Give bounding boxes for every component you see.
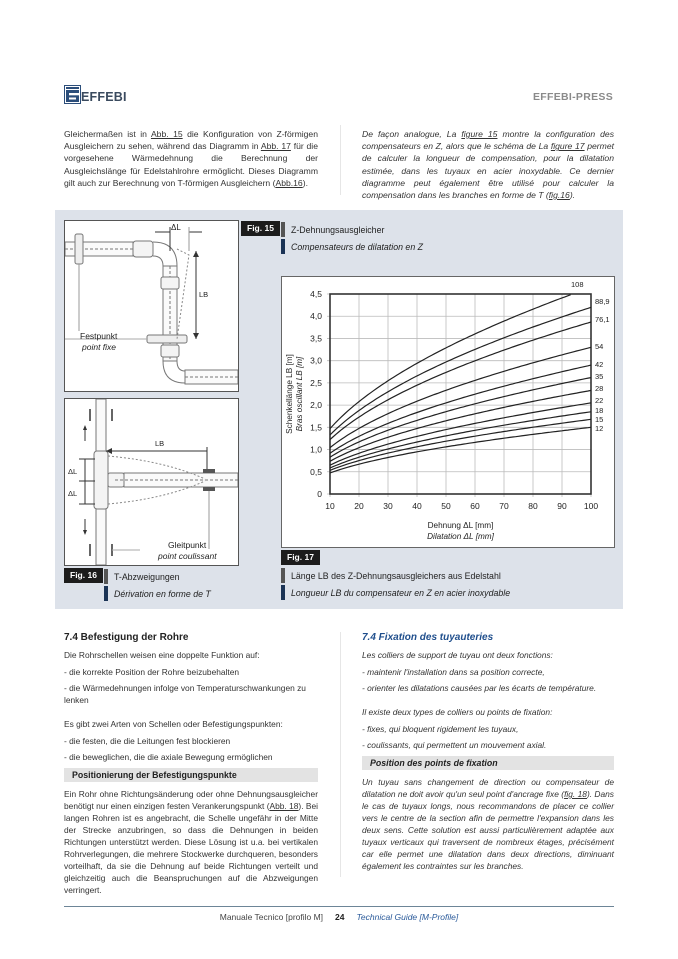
series-label: 15: [595, 415, 604, 424]
footer-left: Manuale Tecnico [profilo M]: [219, 912, 324, 922]
fig15-caption-de: Z-Dehnungsausgleicher: [291, 224, 385, 235]
x-tick-label: 80: [528, 501, 538, 511]
figure-link-fig15[interactable]: figure 15: [461, 129, 498, 139]
x-tick-label: 40: [412, 501, 422, 511]
publisher-label: EFFEBI-PRESS: [532, 91, 613, 103]
type-item: - die festen, die die Leitungen fest blockieren: [64, 736, 231, 746]
functions-intro-de: Die Rohrschellen weisen eine doppelte Funktion auf:: [64, 650, 260, 660]
y-tick-label: 0: [317, 489, 322, 499]
fig15-caption: [281, 221, 423, 255]
series-line-18: [330, 412, 591, 468]
fig15-caption-fr: Compensateurs de dilatation en Z: [291, 241, 424, 252]
series-label: 18: [595, 406, 604, 415]
series-label: 42: [595, 360, 604, 369]
sliding-point-label-de: Gleitpunkt: [168, 540, 207, 550]
fig16-caption: [104, 568, 211, 602]
caption-bar-fr: [104, 586, 108, 601]
text: Ein Rohr ohne Richtungsänderung oder ohne Dehnungsausgleicher benötigt nur einen einzigen festen Verankerungspunkt (: [64, 789, 318, 811]
x-tick-label: 100: [583, 501, 599, 511]
x-axis-title-fr: Dilatation ΔL [mm]: [427, 532, 494, 541]
series-line-108: [330, 295, 571, 429]
text: Gleichermaßen ist in: [64, 129, 151, 139]
fig17-tag: Fig. 17: [281, 550, 320, 565]
series-label: 12: [595, 424, 604, 433]
subhead-fr: Position des points de fixation: [362, 756, 614, 770]
caption-bar-de: [281, 222, 285, 237]
fig15-tag: Fig. 15: [241, 221, 280, 236]
function-item: - die korrekte Position der Rohre beizubehalten: [64, 667, 240, 677]
intro-paragraph-fr: [362, 128, 614, 201]
page-number: 24: [335, 912, 345, 922]
fig17-chart: [281, 276, 615, 548]
caption-bar-de: [104, 569, 108, 584]
subhead-de: Positionierung der Befestigungspunkte: [64, 768, 318, 782]
y-tick-label: 1,0: [310, 444, 322, 455]
text: für die vorgesehene Wärmedehnung die Berechnung der Ausgleichslänge für Edelstahlrohre ermöglicht. Dieses Diagramm gilt auch zur Berechnung von T-förmigen Ausgleichern (: [64, 141, 318, 188]
fig16-caption-fr: Dérivation en forme de T: [114, 588, 211, 599]
fig17-caption-de: Länge LB des Z-Dehnungsausgleichers aus Edelstahl: [291, 570, 501, 581]
z-compensator-diagram-icon: [65, 221, 238, 391]
text: ). Bei langen Rohren ist es angebracht, die Schelle ungefähr in der Mitte der Strecke anzubringen, so dass die Dehnungen in beiden Richtungen unterstützt werden. Diese Lösung ist u.a. bei vertikalen Rohrverlegungen, die mehrere Stockwerke durchqueren, besonders vorteilhaft, da sie die Dehnung auf beide Richtungen verteilt und gleichzeitig auch die Beanspruchungen auf die Abzweigungen verringert.: [64, 801, 318, 895]
t-branch-diagram-icon: [65, 399, 238, 565]
series-label: 76,1: [595, 315, 610, 324]
text: ). Dans le cas de tuyaux longs, nous recommandons de placer ce collier vers le centre de la section afin de permettre l'expansion dans les deux sens. Cette solution est aussi particulièrement adaptée aux tuyaux verticaux qui traversent de nombreux étages, précisément car elle permet une dilatation dans deux directions, diminuant également les contraintes sur les branches.: [362, 789, 614, 871]
fig17-caption: [281, 567, 510, 601]
fig16-caption-de: T-Abzweigungen: [114, 571, 180, 582]
y-tick-label: 2,0: [310, 400, 322, 411]
fig16-drawing: [64, 398, 239, 566]
figure-link-fig17[interactable]: figure 17: [550, 141, 585, 152]
function-item: - die Wärmedehnungen infolge von Temperaturschwankungen zu lenken: [64, 683, 306, 705]
delta-l-label-bottom: ΔL: [68, 489, 78, 498]
figure-link-abb15[interactable]: Abb. 15: [150, 129, 183, 139]
x-tick-label: 50: [441, 501, 451, 511]
expansion-length-chart: [282, 277, 614, 547]
logo-text: EFFEBI: [81, 90, 127, 104]
figure-link-abb17[interactable]: Abb. 17: [260, 141, 291, 152]
types-intro-fr: Il existe deux types de colliers ou points de fixation:: [362, 707, 553, 717]
series-label: 88,9: [595, 297, 610, 306]
text: die Konfiguration von Z-förmigen Ausgleichern zu sehen, während das Diagramm in: [64, 129, 318, 152]
figure-link-fig18[interactable]: fig. 18: [564, 789, 587, 799]
text: montre la configuration des compensateurs en Z, alors que le schéma de La: [362, 129, 614, 152]
y-axis-title-de: Schenkellänge LB [m]: [285, 354, 294, 434]
section-title-de: 7.4 Befestigung der Rohre: [64, 632, 189, 643]
series-label: 108: [571, 280, 584, 289]
x-tick-label: 30: [383, 501, 393, 511]
effebi-logo-mark-icon: [64, 85, 81, 104]
x-tick-label: 10: [325, 501, 335, 511]
fig16-tag: Fig. 16: [64, 568, 103, 583]
figure-link-abb18[interactable]: Abb. 18: [269, 801, 299, 811]
series-line-76,1: [330, 322, 591, 440]
footer-right: Technical Guide [M-Profile]: [356, 912, 459, 922]
x-axis-title-de: Dehnung ΔL [mm]: [427, 521, 494, 530]
lb-label: LB: [155, 439, 165, 448]
series-label: 35: [595, 372, 604, 381]
column-divider: [340, 125, 341, 195]
function-item: - orienter les dilatations causées par les écarts de température.: [362, 683, 597, 693]
delta-l-label: ΔL: [171, 223, 181, 232]
y-tick-label: 2,5: [310, 377, 322, 388]
text: Un tuyau sans changement de direction ou compensateur de dilatation ne doit avoir qu'un seul point d'ancrage fixe (: [362, 777, 614, 799]
caption-bar-fr: [281, 585, 285, 600]
fig17-caption-fr: Longueur LB du compensateur en Z en acier inoxydable: [291, 587, 511, 598]
y-tick-label: 3,0: [310, 355, 322, 366]
footer-divider: [64, 906, 614, 907]
fixed-point-label-fr: point fixe: [82, 342, 117, 352]
footer: [0, 912, 678, 922]
y-tick-label: 1,5: [310, 422, 322, 433]
series-label: 22: [595, 396, 604, 405]
y-tick-label: 4,0: [310, 311, 322, 322]
text: permet de calculer la longueur de compensation, pour la dilatation estimée, dans les tuyaux en acier inoxydable. Ce dernier diagramme peut également être utilisé pour calculer la compensation dans les branches en forme de T (: [362, 141, 614, 201]
figure-link-fig16[interactable]: fig.16: [548, 190, 570, 201]
type-item: - die beweglichen, die die axiale Bewegung ermöglichen: [64, 752, 273, 762]
x-tick-label: 60: [470, 501, 480, 511]
type-item: - fixes, qui bloquent rigidement les tuyaux,: [362, 724, 519, 734]
y-tick-label: 3,5: [310, 333, 322, 344]
type-item: - coulissants, qui permettent un mouvement axial.: [362, 740, 547, 750]
y-tick-label: 0,5: [310, 466, 322, 477]
fixed-point-label-de: Festpunkt: [80, 331, 118, 341]
figure-link-abb16[interactable]: Abb.16: [275, 177, 303, 188]
functions-intro-fr: Les colliers de support de tuyau ont deux fonctions:: [362, 650, 553, 660]
x-tick-label: 90: [557, 501, 567, 511]
positioning-paragraph-fr: [362, 776, 614, 872]
y-axis-title-fr: Bras oscillant LB [m]: [295, 356, 304, 432]
column-divider: [340, 632, 341, 877]
delta-l-label-top: ΔL: [68, 467, 78, 476]
caption-bar-fr: [281, 239, 285, 254]
series-line-22: [330, 403, 591, 465]
text: ).: [569, 190, 576, 201]
x-tick-label: 20: [354, 501, 364, 511]
lb-label: LB: [199, 290, 209, 299]
section-title-fr: 7.4 Fixation des tuyauteries: [362, 632, 494, 643]
y-tick-label: 4,5: [310, 289, 322, 299]
types-intro-de: Es gibt zwei Arten von Schellen oder Befestigungspunkten:: [64, 719, 283, 729]
positioning-paragraph-de: [64, 788, 318, 896]
text: ).: [302, 177, 308, 188]
x-tick-label: 70: [499, 501, 509, 511]
intro-paragraph-de: [64, 128, 318, 189]
text: De façon analogue, La: [362, 129, 462, 139]
section-de: [64, 632, 318, 896]
caption-bar-de: [281, 568, 285, 583]
fig15-drawing: [64, 220, 239, 392]
sliding-point-label-fr: point coulissant: [158, 551, 217, 561]
effebi-logo: [64, 82, 127, 104]
series-label: 54: [595, 342, 604, 351]
section-fr: [362, 632, 614, 872]
series-line-88,9: [330, 307, 591, 435]
series-label: 28: [595, 384, 604, 393]
function-item: - maintenir l'installation dans sa position correcte,: [362, 667, 545, 677]
